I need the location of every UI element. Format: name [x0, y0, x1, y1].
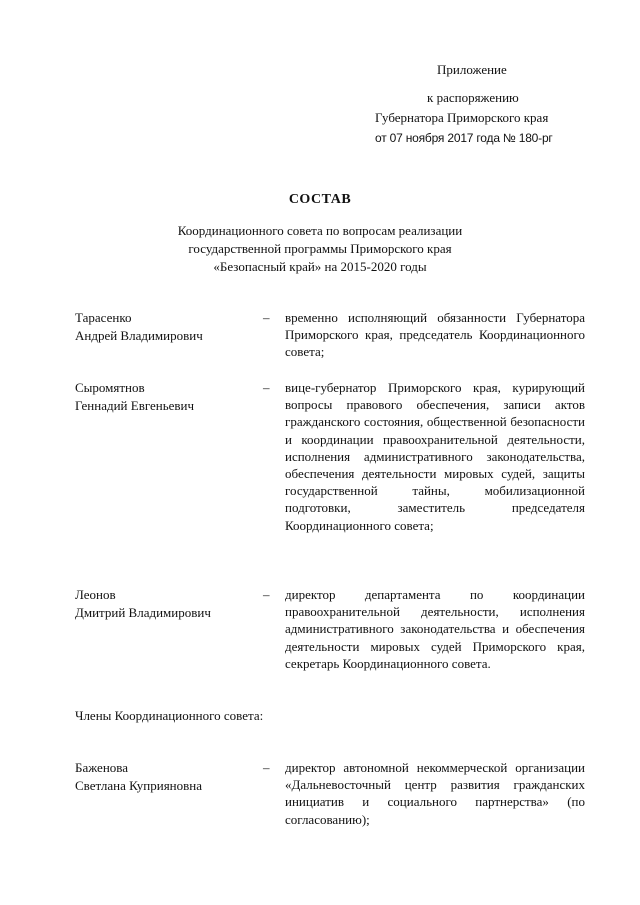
subtitle-line: Координационного совета по вопросам реализации [177, 223, 463, 238]
appendix-label: Приложение [437, 62, 507, 77]
member-name [75, 759, 255, 795]
member-given-name: Геннадий Евгеньевич [75, 398, 195, 413]
document-subtitle [0, 222, 640, 276]
member-surname: Баженова [75, 760, 129, 775]
subtitle-line: «Безопасный край» на 2015-2020 годы [213, 259, 427, 274]
members-section-label: Члены Координационного совета: [75, 708, 264, 723]
member-role: временно исполняющий обязанности Губернатора Приморского края, председатель Координационного совета; [285, 310, 585, 360]
issuer-label: Губернатора Приморского края [375, 110, 549, 125]
dash-separator: – [263, 310, 270, 325]
dash-separator: – [263, 380, 270, 395]
member-name [75, 379, 255, 415]
member-given-name: Дмитрий Владимирович [75, 605, 211, 620]
dash-separator: – [263, 760, 270, 775]
dash-separator: – [263, 587, 270, 602]
order-reference: к распоряжению [427, 90, 519, 105]
member-surname: Сыромятнов [75, 380, 145, 395]
member-surname: Тарасенко [75, 310, 132, 325]
member-given-name: Светлана Куприяновна [75, 778, 203, 793]
member-role: директор департамента по координации правоохранительной деятельности, исполнения административного законодательства и обеспечения деятельности мировых судей Приморского края, секретарь Координационного совета. [285, 587, 585, 671]
member-name [75, 586, 255, 622]
member-given-name: Андрей Владимирович [75, 328, 203, 343]
member-surname: Леонов [75, 587, 116, 602]
member-name [75, 309, 255, 345]
document-title: СОСТАВ [288, 192, 352, 207]
member-role: директор автономной некоммерческой организации «Дальневосточный центр развития гражданских инициатив и социального партнерства» (по согласованию); [285, 760, 585, 827]
document-header [375, 60, 605, 148]
subtitle-line: государственной программы Приморского края [188, 241, 452, 256]
member-role: вице-губернатор Приморского края, курирующий вопросы правового обеспечения, записи актов гражданского состояния, общественной безопасности и координации правоохранительной деятельности, исполнения административного законодательства, обеспечения деятельности мировых судей, защиты государственной тайны, мобилизационной подготовки, заместитель председателя Координационного совета; [285, 380, 585, 533]
order-date-number: от 07 ноября 2017 года № 180-рг [375, 131, 553, 145]
